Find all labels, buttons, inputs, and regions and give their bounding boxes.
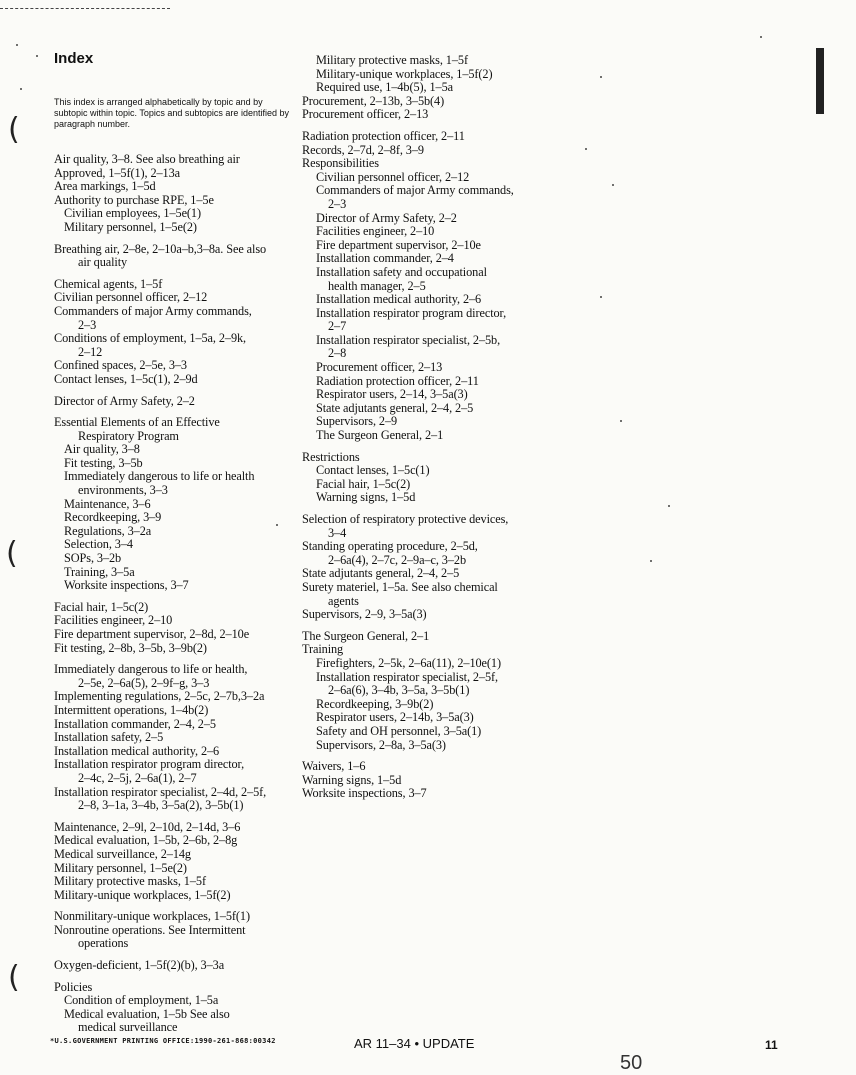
index-group [54, 821, 299, 903]
scan-speck [612, 184, 614, 186]
index-entry: Recordkeeping, 3–9b(2) [316, 696, 434, 711]
scan-edge-bar [816, 48, 824, 114]
index-entry: Training, 3–5a [64, 564, 135, 579]
index-entry: 2–8, 3–1a, 3–4b, 3–5a(2), 3–5b(1) [78, 798, 244, 813]
index-entry: 2–7 [328, 319, 347, 334]
index-entry: 2–5e, 2–6a(5), 2–9f–g, 3–3 [78, 675, 210, 690]
index-entry: Contact lenses, 1–5c(1), 2–9d [54, 371, 198, 386]
margin-mark: ( [8, 960, 20, 995]
index-entry: Respiratory Program [78, 428, 179, 443]
index-entry: Fire department supervisor, 2–8d, 2–10e [54, 627, 250, 641]
index-entry: Respirator users, 2–14b, 3–5a(3) [316, 710, 474, 725]
index-entry: Installation respirator specialist, 2–5f, [316, 669, 499, 684]
index-entry: Military personnel, 1–5e(2) [64, 219, 197, 234]
index-entry: Installation safety, 2–5 [54, 730, 164, 745]
index-entry: Installation safety and occupational [316, 264, 487, 279]
index-entry: Air quality, 3–8 [64, 442, 140, 457]
index-entry: Director of Army Safety, 2–2 [316, 210, 457, 225]
index-column-left [54, 153, 299, 1043]
index-entry: Firefighters, 2–5k, 2–6a(11), 2–10e(1) [316, 655, 501, 670]
index-column-right [302, 54, 552, 809]
index-entry: Radiation protection officer, 2–11 [316, 373, 479, 388]
index-entry: Breathing air, 2–8e, 2–10a–b,3–8a. See also [54, 241, 267, 256]
index-entry: Medical surveillance, 2–14g [54, 846, 191, 861]
index-group [54, 981, 299, 1035]
index-entry: 3–4 [328, 525, 347, 540]
scan-speck [20, 88, 22, 90]
index-entry: Immediately dangerous to life or health, [54, 662, 248, 677]
margin-mark: ( [8, 112, 20, 147]
index-entry: Facial hair, 1–5c(2) [54, 599, 149, 614]
index-entry: Fit testing, 3–5b [64, 455, 143, 470]
index-entry: Supervisors, 2–9, 3–5a(3) [302, 607, 427, 622]
index-entry: Maintenance, 3–6 [64, 496, 151, 511]
index-intro: This index is arranged alphabetically by topic and by subtopic within topic. Topics and subtopics are identified by paragraph number. [54, 97, 289, 129]
index-entry: Implementing regulations, 2–5c, 2–7b,3–2a [54, 689, 265, 704]
scan-edge-line [0, 8, 170, 10]
index-entry: 2–3 [328, 196, 347, 211]
index-entry: Procurement officer, 2–13 [316, 360, 443, 375]
index-group [54, 663, 299, 813]
index-entry: Approved, 1–5f(1), 2–13a [54, 165, 181, 180]
scan-speck [650, 560, 652, 562]
index-entry: Military protective masks, 1–5f [54, 874, 206, 889]
index-group [302, 760, 552, 801]
index-entry: 2–6a(4), 2–7c, 2–9a–c, 3–2b [328, 552, 466, 567]
index-group [302, 130, 552, 443]
index-entry: Facilities engineer, 2–10 [54, 613, 173, 628]
index-entry: Military personnel, 1–5e(2) [54, 860, 187, 875]
index-entry: Worksite inspections, 3–7 [302, 786, 427, 801]
index-entry: The Surgeon General, 2–1 [316, 428, 444, 443]
index-entry: 2–3 [78, 317, 97, 332]
index-entry: 2–4c, 2–5j, 2–6a(1), 2–7 [78, 770, 197, 785]
index-entry: agents [328, 593, 359, 608]
index-group [54, 416, 299, 593]
index-entry: Confined spaces, 2–5e, 3–3 [54, 358, 187, 373]
index-entry: Medical evaluation, 1–5b, 2–6b, 2–8g [54, 833, 238, 848]
index-entry: 2–12 [78, 344, 103, 359]
index-entry: State adjutants general, 2–4, 2–5 [316, 400, 474, 415]
index-entry: Radiation protection officer, 2–11 [302, 128, 465, 143]
index-entry: Standing operating procedure, 2–5d, [302, 539, 478, 554]
index-entry: health manager, 2–5 [328, 278, 426, 293]
index-entry: Safety and OH personnel, 3–5a(1) [316, 723, 482, 738]
index-entry: Military-unique workplaces, 1–5f(2) [54, 887, 231, 902]
index-entry: Nonmilitary-unique workplaces, 1–5f(1) [54, 909, 250, 924]
index-entry: Training [302, 642, 344, 657]
index-entry: Commanders of major Army commands, [54, 303, 252, 318]
index-entry: Selection, 3–4 [64, 537, 133, 552]
index-entry: The Surgeon General, 2–1 [302, 628, 430, 643]
index-entry: Facilities engineer, 2–10 [316, 224, 435, 239]
index-entry: Area markings, 1–5d [54, 179, 156, 194]
index-group [302, 513, 552, 622]
index-entry: Installation respirator specialist, 2–5b, [316, 332, 501, 347]
scan-speck [585, 148, 587, 150]
index-group [302, 630, 552, 752]
index-entry: Respirator users, 2–14, 3–5a(3) [316, 387, 468, 402]
index-entry: Records, 2–7d, 2–8f, 3–9 [302, 142, 424, 157]
index-entry: Supervisors, 2–9 [316, 414, 398, 429]
index-group [302, 451, 552, 505]
index-entry: Fire department supervisor, 2–10e [316, 237, 481, 252]
page-number: 11 [765, 1038, 778, 1052]
index-entry: medical surveillance [78, 1020, 178, 1035]
index-entry: Recordkeeping, 3–9 [64, 510, 162, 525]
index-group [54, 153, 299, 235]
index-entry: Warning signs, 1–5d [302, 772, 402, 787]
scan-speck [620, 420, 622, 422]
scan-speck [600, 76, 602, 78]
index-entry: Oxygen-deficient, 1–5f(2)(b), 3–3a [54, 958, 225, 973]
scan-speck [760, 36, 762, 38]
index-entry: Nonroutine operations. See Intermittent [54, 922, 246, 937]
index-entry: Facial hair, 1–5c(2) [316, 476, 411, 491]
index-entry: operations [78, 936, 129, 951]
index-entry: Policies [54, 979, 93, 994]
index-entry: Installation respirator program director, [316, 305, 507, 320]
index-entry: Civilian personnel officer, 2–12 [316, 169, 470, 184]
index-entry: Chemical agents, 1–5f [54, 276, 163, 291]
index-entry: Commanders of major Army commands, [316, 183, 514, 198]
margin-mark: ( [6, 536, 18, 571]
index-entry: Maintenance, 2–9l, 2–10d, 2–14d, 3–6 [54, 819, 241, 834]
index-entry: Worksite inspections, 3–7 [64, 578, 189, 593]
index-entry: Contact lenses, 1–5c(1) [316, 463, 430, 478]
index-group [54, 910, 299, 951]
index-entry: Required use, 1–4b(5), 1–5a [316, 80, 453, 95]
index-entry: Installation commander, 2–4, 2–5 [54, 716, 216, 731]
index-entry: Military protective masks, 1–5f [316, 53, 468, 67]
index-entry: Essential Elements of an Effective [54, 415, 220, 430]
index-entry: Installation commander, 2–4 [316, 251, 454, 266]
index-entry: Procurement, 2–13b, 3–5b(4) [302, 93, 445, 108]
scan-speck [276, 524, 278, 526]
index-entry: SOPs, 3–2b [64, 551, 122, 566]
index-entry: Installation respirator specialist, 2–4d, 2–5f, [54, 784, 267, 799]
handwritten-stamp: 50 [620, 1052, 643, 1074]
index-entry: 2–8 [328, 346, 347, 361]
index-entry: Restrictions [302, 449, 360, 464]
index-entry: Medical evaluation, 1–5b See also [64, 1006, 230, 1021]
index-entry: Conditions of employment, 1–5a, 2–9k, [54, 331, 247, 346]
index-entry: Selection of respiratory protective devices, [302, 512, 509, 526]
index-entry: Civilian employees, 1–5e(1) [64, 206, 201, 221]
index-entry: Immediately dangerous to life or health [64, 469, 255, 484]
index-entry: Director of Army Safety, 2–2 [54, 393, 195, 408]
index-entry: Civilian personnel officer, 2–12 [54, 290, 208, 305]
index-entry: Responsibilities [302, 156, 379, 171]
index-entry: Surety materiel, 1–5a. See also chemical [302, 579, 498, 594]
index-entry: State adjutants general, 2–4, 2–5 [302, 566, 460, 581]
index-entry: Condition of employment, 1–5a [64, 993, 219, 1008]
scan-speck [668, 505, 670, 507]
index-entry: 2–6a(6), 3–4b, 3–5a, 3–5b(1) [328, 683, 470, 698]
index-entry: Intermittent operations, 1–4b(2) [54, 702, 209, 717]
index-entry: environments, 3–3 [78, 483, 168, 498]
index-entry: Regulations, 3–2a [64, 523, 152, 538]
scan-speck [16, 44, 18, 46]
index-group [302, 54, 552, 122]
index-group [54, 601, 299, 655]
index-entry: Installation medical authority, 2–6 [316, 292, 482, 307]
printing-office-line: *U.S.GOVERNMENT PRINTING OFFICE:1990-261-868:00342 [50, 1037, 276, 1045]
index-entry: Procurement officer, 2–13 [302, 107, 429, 122]
index-entry: Military-unique workplaces, 1–5f(2) [316, 66, 493, 81]
document-id: AR 11–34 • UPDATE [354, 1036, 475, 1051]
scan-speck [36, 55, 38, 57]
index-group [54, 243, 299, 270]
index-entry: Waivers, 1–6 [302, 759, 366, 774]
index-entry: Installation medical authority, 2–6 [54, 743, 220, 758]
index-entry: Supervisors, 2–8a, 3–5a(3) [316, 737, 446, 752]
index-entry: Warning signs, 1–5d [316, 490, 416, 505]
index-entry: Fit testing, 2–8b, 3–5b, 3–9b(2) [54, 640, 207, 655]
index-entry: air quality [78, 255, 128, 270]
index-group [54, 278, 299, 387]
index-entry: Authority to purchase RPE, 1–5e [54, 192, 214, 207]
index-group [54, 395, 299, 409]
index-entry: Installation respirator program director, [54, 757, 245, 772]
page-title: Index [54, 50, 94, 67]
scan-speck [600, 296, 602, 298]
index-group [54, 959, 299, 973]
index-entry: Air quality, 3–8. See also breathing air [54, 152, 240, 166]
